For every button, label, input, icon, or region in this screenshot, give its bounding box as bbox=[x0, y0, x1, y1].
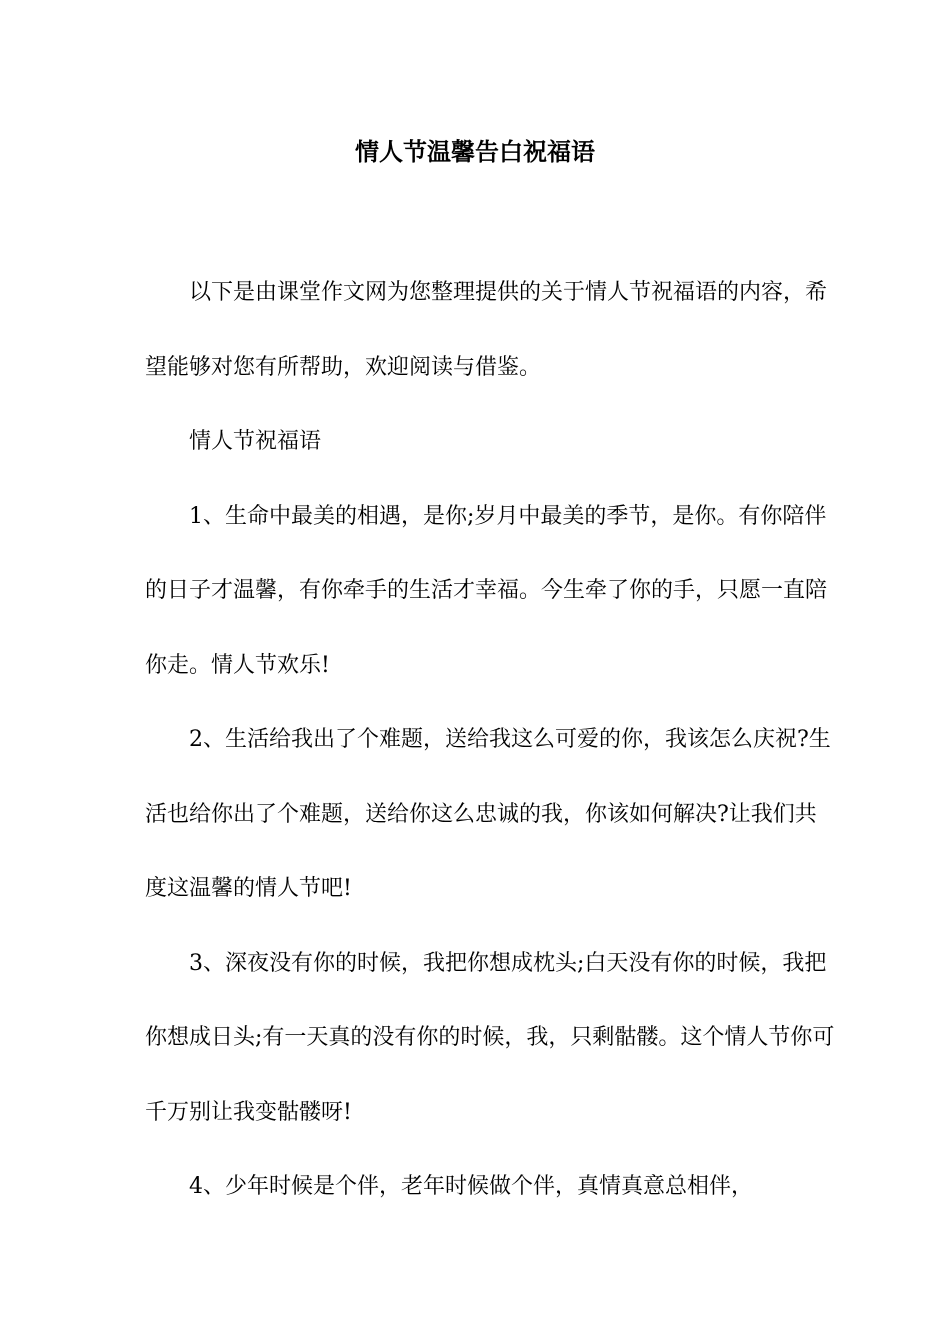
paragraph-item-2: 2、生活给我出了个难题，送给我这么可爱的你，我该怎么庆祝?生活也给你出了个难题，送给你这么忠诚的我，你该如何解决?让我们共度这温馨的情人节吧! bbox=[145, 727, 831, 901]
paragraph-item-3: 3、深夜没有你的时候，我把你想成枕头;白天没有你的时候，我把你想成日头;有一天真的没有你的时候，我，只剩骷髅。这个情人节你可千万别让我变骷髅呀! bbox=[145, 950, 835, 1125]
paragraph-intro: 以下是由课堂作文网为您整理提供的关于情人节祝福语的内容，希望能够对您有所帮助，欢迎阅读与借鉴。 bbox=[145, 280, 828, 380]
document-body bbox=[145, 256, 835, 1225]
paragraph-item-4: 4、少年时候是个伴，老年时候做个伴，真情真意总相伴， bbox=[189, 1174, 753, 1199]
document-title: 情人节温馨告白祝福语 bbox=[355, 138, 595, 166]
paragraph-item-1: 1、生命中最美的相遇，是你;岁月中最美的季节，是你。有你陪伴的日子才温馨，有你牵手的生活才幸福。今生牵了你的手，只愿一直陪你走。情人节欢乐! bbox=[145, 503, 828, 678]
paragraph-section-heading: 情人节祝福语 bbox=[189, 429, 322, 454]
